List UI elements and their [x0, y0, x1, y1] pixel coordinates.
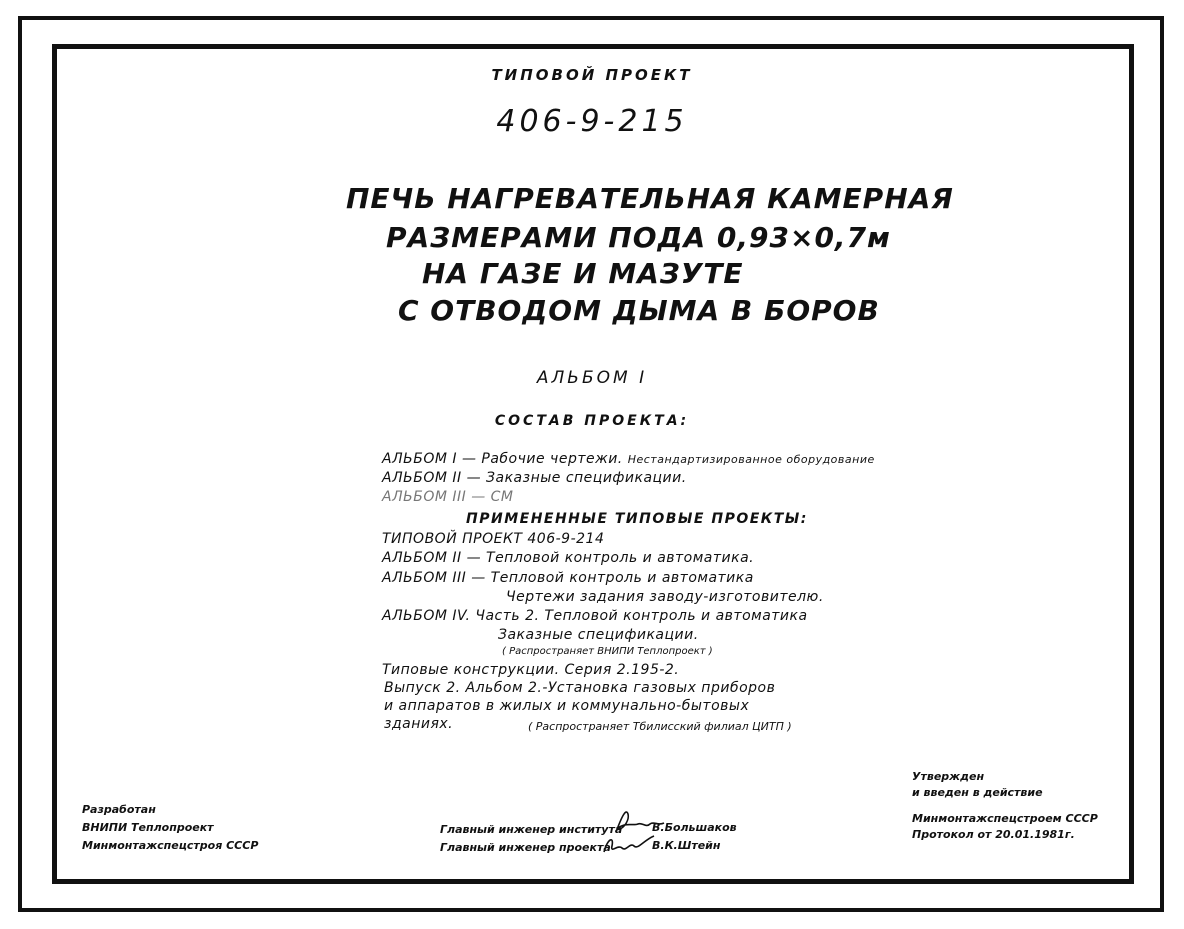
composition-item-text: СМ	[490, 489, 514, 505]
composition-item	[382, 451, 875, 467]
composition-item-note: Нестандартизированное оборудование	[627, 453, 875, 466]
applied-line: Типовые конструкции. Серия 2.195-2.	[382, 662, 680, 678]
approval-line-2: и введен в действие	[912, 786, 1043, 799]
signatory-name: В.Большаков	[652, 821, 737, 834]
title-line-4: С ОТВОДОМ ДЫМА В БОРОВ	[398, 294, 880, 327]
signatory-name: В.К.Штейн	[652, 839, 721, 852]
approval-line-3: Минмонтажспецстроем СССР	[912, 812, 1098, 825]
applied-line: и аппаратов в жилых и коммунально-бытовых	[384, 698, 750, 714]
composition-item-text: Заказные спецификации.	[486, 470, 687, 486]
distribution-note: ( Распространяет Тбилисский филиал ЦИТП )	[528, 720, 792, 733]
applied-line: АЛЬБОМ IV. Часть 2. Тепловой контроль и автоматика	[382, 608, 808, 624]
approval-line-4: Протокол от 20.01.1981г.	[912, 828, 1075, 841]
developer-line-2: ВНИПИ Теплопроект	[82, 821, 214, 834]
signatory-role: Главный инженер проекта	[440, 841, 611, 854]
composition-heading: СОСТАВ ПРОЕКТА:	[494, 413, 690, 429]
composition-item-label: АЛЬБОМ I —	[382, 451, 477, 467]
developer-line-1: Разработан	[82, 803, 156, 816]
project-type-label: ТИПОВОЙ ПРОЕКТ	[491, 66, 693, 84]
applied-line: зданиях.	[384, 716, 454, 732]
composition-item	[382, 489, 514, 505]
title-line-3: НА ГАЗЕ И МАЗУТЕ	[422, 257, 744, 290]
title-line-1: ПЕЧЬ НАГРЕВАТЕЛЬНАЯ КАМЕРНАЯ	[346, 182, 954, 215]
applied-projects-heading: ПРИМЕНЕННЫЕ ТИПОВЫЕ ПРОЕКТЫ:	[466, 511, 808, 527]
developer-line-3: Минмонтажспецстроя СССР	[82, 839, 259, 852]
signatory-role: Главный инженер института	[440, 823, 623, 836]
distribution-note: ( Распространяет ВНИПИ Теплопроект )	[502, 646, 713, 657]
applied-line: Чертежи задания заводу-изготовителю.	[506, 589, 824, 605]
composition-item-text: Рабочие чертежи.	[481, 451, 623, 467]
applied-line: Выпуск 2. Альбом 2.-Установка газовых приборов	[384, 680, 776, 696]
composition-item-label: АЛЬБОМ III —	[382, 489, 486, 505]
applied-line: АЛЬБОМ II — Тепловой контроль и автоматика.	[382, 550, 755, 566]
project-code: 406-9-215	[496, 104, 688, 139]
approval-line-1: Утвержден	[912, 770, 985, 783]
applied-line: Заказные спецификации.	[498, 627, 699, 643]
applied-line: АЛЬБОМ III — Тепловой контроль и автоматика	[382, 570, 754, 586]
applied-line: ТИПОВОЙ ПРОЕКТ 406-9-214	[382, 531, 605, 547]
composition-item-label: АЛЬБОМ II —	[382, 470, 482, 486]
title-line-2: РАЗМЕРАМИ ПОДА 0,93×0,7м	[386, 221, 891, 254]
signature-2	[600, 832, 656, 858]
album-number: АЛЬБОМ I	[536, 368, 648, 388]
composition-item	[382, 470, 687, 486]
